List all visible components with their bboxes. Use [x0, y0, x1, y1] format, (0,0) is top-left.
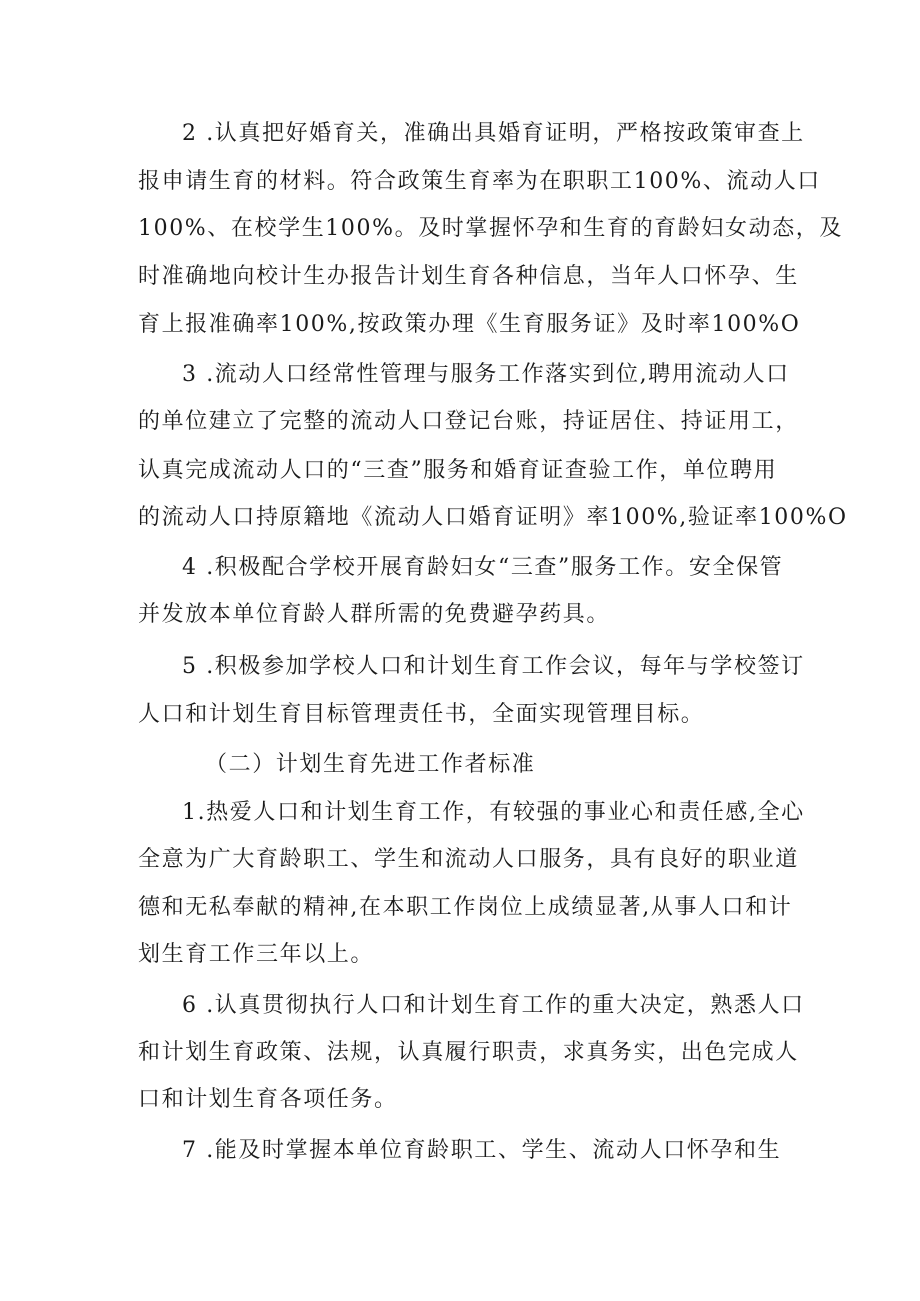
- text-line: 口和计划生育各项任务。: [138, 1087, 398, 1112]
- text-line: 人口和计划生育目标管理责任书，全面实现管理目标。: [138, 702, 705, 727]
- text-line: 的流动人口持原籍地《流动人口婚育证明》率100%,验证率100%O: [138, 505, 848, 530]
- text-line: 划生育工作三年以上。: [138, 942, 375, 967]
- text-line: 报申请生育的材料。符合政策生育率为在职职工100%、流动人口: [138, 169, 821, 194]
- text-line: 4 .积极配合学校开展育龄妇女“三查”服务工作。安全保管: [182, 555, 784, 580]
- section-heading: （二）计划生育先进工作者标准: [205, 752, 536, 777]
- text-line: 100%、在校学生100%。及时掌握怀孕和生育的育龄妇女动态，及: [138, 216, 843, 241]
- text-line: 和计划生育政策、法规，认真履行职责，求真务实，出色完成人: [138, 1040, 799, 1065]
- text-line: 1.热爱人口和计划生育工作，有较强的事业心和责任感,全心: [182, 800, 805, 825]
- text-line: 7 .能及时掌握本单位育龄职工、学生、流动人口怀孕和生: [182, 1138, 782, 1163]
- text-line: 德和无私奉献的精神,在本职工作岗位上成绩显著,从事人口和计: [138, 895, 793, 920]
- text-line: 的单位建立了完整的流动人口登记台账，持证居住、持证用工，: [138, 409, 799, 434]
- text-line: 并发放本单位育龄人群所需的免费避孕药具。: [138, 602, 611, 627]
- text-line: 全意为广大育龄职工、学生和流动人口服务，具有良好的职业道: [138, 847, 799, 872]
- text-line: 育上报准确率100%,按政策办理《生育服务证》及时率100%O: [138, 312, 801, 337]
- text-line: 3 .流动人口经常性管理与服务工作落实到位,聘用流动人口: [182, 362, 790, 387]
- text-line: 5 .积极参加学校人口和计划生育工作会议，每年与学校签订: [182, 654, 805, 679]
- text-line: 2 .认真把好婚育关，准确出具婚育证明，严格按政策审查上: [182, 121, 805, 146]
- text-line: 6 .认真贯彻执行人口和计划生育工作的重大决定，熟悉人口: [182, 993, 805, 1018]
- text-line: 时准确地向校计生办报告计划生育各种信息，当年人口怀孕、生: [138, 264, 799, 289]
- text-line: 认真完成流动人口的“三查”服务和婚育证查验工作，单位聘用: [138, 458, 778, 483]
